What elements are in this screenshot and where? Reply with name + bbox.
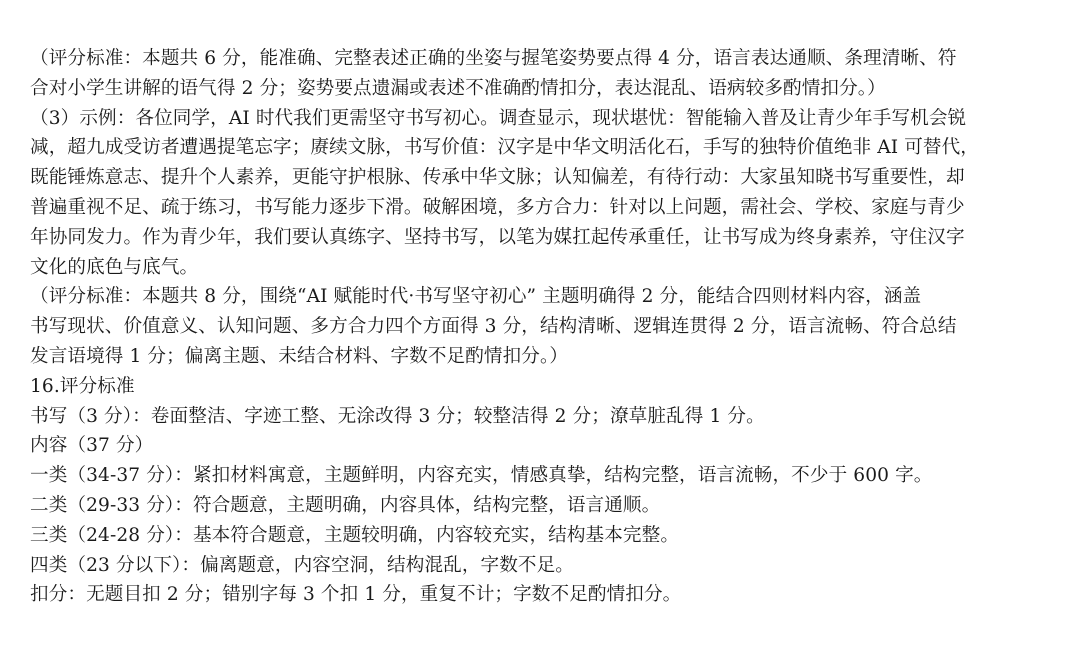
text-line: 既能锤炼意志、提升个人素养，更能守护根脉、传承中华文脉；认知偏差，有待行动：大家虽知晓书写重要性，却 bbox=[30, 167, 965, 189]
criteria-item: 书写（3 分）：卷面整洁、字迹工整、无涂改得 3 分；较整洁得 2 分；潦草脏乱得 1 分。 bbox=[30, 405, 765, 427]
section-heading: 16.评分标准 bbox=[30, 375, 135, 397]
text-line: 书写现状、价值意义、认知问题、多方合力四个方面得 3 分，结构清晰、逻辑连贯得 2 分，语言流畅、符合总结 bbox=[30, 316, 957, 338]
criteria-item: 内容（37 分） bbox=[30, 435, 154, 457]
text-line: （评分标准：本题共 8 分，围绕“AI 赋能时代·书写坚守初心” 主题明确得 2 分，能结合四则材料内容，涵盖 bbox=[30, 286, 922, 308]
criteria-item: 四类（23 分以下）：偏离题意，内容空洞，结构混乱，字数不足。 bbox=[30, 554, 574, 576]
text-line: （3）示例：各位同学，AI 时代我们更需坚守书写初心。调查显示，现状堪忧：智能输入普及让青少年手写机会锐 bbox=[30, 107, 967, 129]
text-line: 普遍重视不足、疏于练习，书写能力逐步下滑。破解困境，多方合力：针对以上问题，需社会、学校、家庭与青少 bbox=[30, 196, 965, 218]
text-line: （评分标准：本题共 6 分，能准确、完整表述正确的坐姿与握笔姿势要点得 4 分，语言表达通顺、条理清晰、符 bbox=[30, 48, 957, 69]
scoring-note-paragraph bbox=[30, 282, 1050, 371]
criteria-item: 扣分：无题目扣 2 分；错别字每 3 个扣 1 分，重复不计；字数不足酌情扣分。 bbox=[30, 584, 682, 606]
scoring-note-paragraph bbox=[30, 44, 1050, 104]
criteria-item: 一类（34-37 分）：紧扣材料寓意，主题鲜明，内容充实，情感真挚，结构完整，语言流畅，不少于 600 字。 bbox=[30, 465, 933, 487]
document-page bbox=[30, 44, 1050, 610]
example-answer-paragraph bbox=[30, 104, 1050, 283]
text-line: 年协同发力。作为青少年，我们要认真练字、坚持书写，以笔为媒扛起传承重任，让书写成为终身素养，守住汉字 bbox=[30, 226, 965, 248]
criteria-item: 三类（24-28 分）：基本符合题意，主题较明确，内容较充实，结构基本完整。 bbox=[30, 524, 680, 546]
text-line: 合对小学生讲解的语气得 2 分；姿势要点遗漏或表述不准确酌情扣分，表达混乱、语病较多酌情扣分。） bbox=[30, 77, 886, 99]
essay-scoring-criteria bbox=[30, 372, 1050, 610]
criteria-item: 二类（29-33 分）：符合题意，主题明确，内容具体，结构完整，语言通顺。 bbox=[30, 494, 661, 516]
text-line: 文化的底色与底气。 bbox=[30, 256, 199, 278]
text-line: 减，超九成受访者遭遇提笔忘字；赓续文脉，书写价值：汉字是中华文明活化石，手写的独特价值绝非 AI 可替代， bbox=[30, 137, 979, 159]
text-line: 发言语境得 1 分；偏离主题、未结合材料、字数不足酌情扣分。） bbox=[30, 345, 569, 367]
